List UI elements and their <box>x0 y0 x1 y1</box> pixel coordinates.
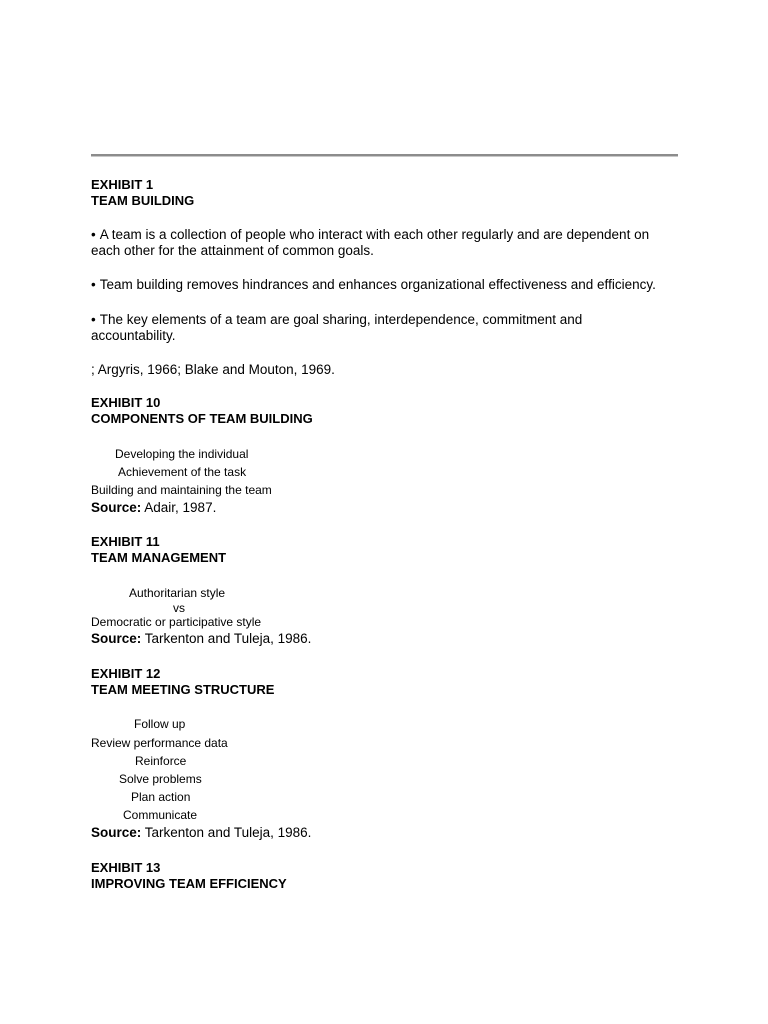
source-text: Tarkenton and Tuleja, 1986. <box>141 825 312 840</box>
exhibit-11-number: EXHIBIT 11 <box>91 534 160 549</box>
exhibit-12-source <box>91 826 311 840</box>
horizontal-rule <box>91 154 678 157</box>
bullet-icon: • <box>91 277 96 292</box>
bullet-3-line-2: accountability. <box>91 328 176 343</box>
exhibit-10-number: EXHIBIT 10 <box>91 395 161 410</box>
bullet-1-line-1: A team is a collection of people who interact with each other regularly and are dependent on <box>99 227 650 242</box>
bullet-icon: • <box>91 227 96 242</box>
exhibit-1-bullet-2 <box>91 278 656 292</box>
exhibit-11-source <box>91 632 311 646</box>
exhibit-12-title: TEAM MEETING STRUCTURE <box>91 682 275 697</box>
exhibit-10-title: COMPONENTS OF TEAM BUILDING <box>91 411 313 426</box>
exhibit-12-item: Plan action <box>131 790 191 804</box>
exhibit-10-source <box>91 501 216 515</box>
exhibit-13-title: IMPROVING TEAM EFFICIENCY <box>91 876 287 891</box>
exhibit-1-number: EXHIBIT 1 <box>91 177 154 192</box>
exhibit-13-number: EXHIBIT 13 <box>91 860 161 875</box>
exhibit-12-item: Review performance data <box>91 736 228 750</box>
exhibit-11-item: Authoritarian style <box>129 586 226 600</box>
exhibit-12-item: Follow up <box>134 717 186 731</box>
exhibit-12-item: Solve problems <box>119 772 202 786</box>
exhibit-10-item: Developing the individual <box>115 447 249 461</box>
source-label: Source: <box>91 631 142 646</box>
exhibit-1-bullet-1 <box>91 228 649 242</box>
bullet-3-line-1: The key elements of a team are goal sharing, interdependence, commitment and <box>99 312 583 327</box>
exhibit-11-item: Democratic or participative style <box>91 615 262 629</box>
exhibit-10-item: Achievement of the task <box>118 465 247 479</box>
bullet-1-line-2: each other for the attainment of common goals. <box>91 243 374 258</box>
source-text: Tarkenton and Tuleja, 1986. <box>141 631 312 646</box>
exhibit-1-title: TEAM BUILDING <box>91 193 195 208</box>
exhibit-11-title: TEAM MANAGEMENT <box>91 550 227 565</box>
exhibit-12-item: Communicate <box>123 808 198 822</box>
bullet-2-line-1: Team building removes hindrances and enhances organizational effectiveness and efficiency. <box>99 277 656 292</box>
exhibit-1-bullet-3 <box>91 313 582 327</box>
exhibit-1-reference: ; Argyris, 1966; Blake and Mouton, 1969. <box>91 362 335 377</box>
source-label: Source: <box>91 825 142 840</box>
exhibit-12-number: EXHIBIT 12 <box>91 666 161 681</box>
source-text: Adair, 1987. <box>141 500 217 515</box>
bullet-icon: • <box>91 312 96 327</box>
exhibit-12-item: Reinforce <box>135 754 187 768</box>
exhibit-11-item: vs <box>173 601 185 615</box>
exhibit-10-item: Building and maintaining the team <box>91 483 272 497</box>
source-label: Source: <box>91 500 142 515</box>
